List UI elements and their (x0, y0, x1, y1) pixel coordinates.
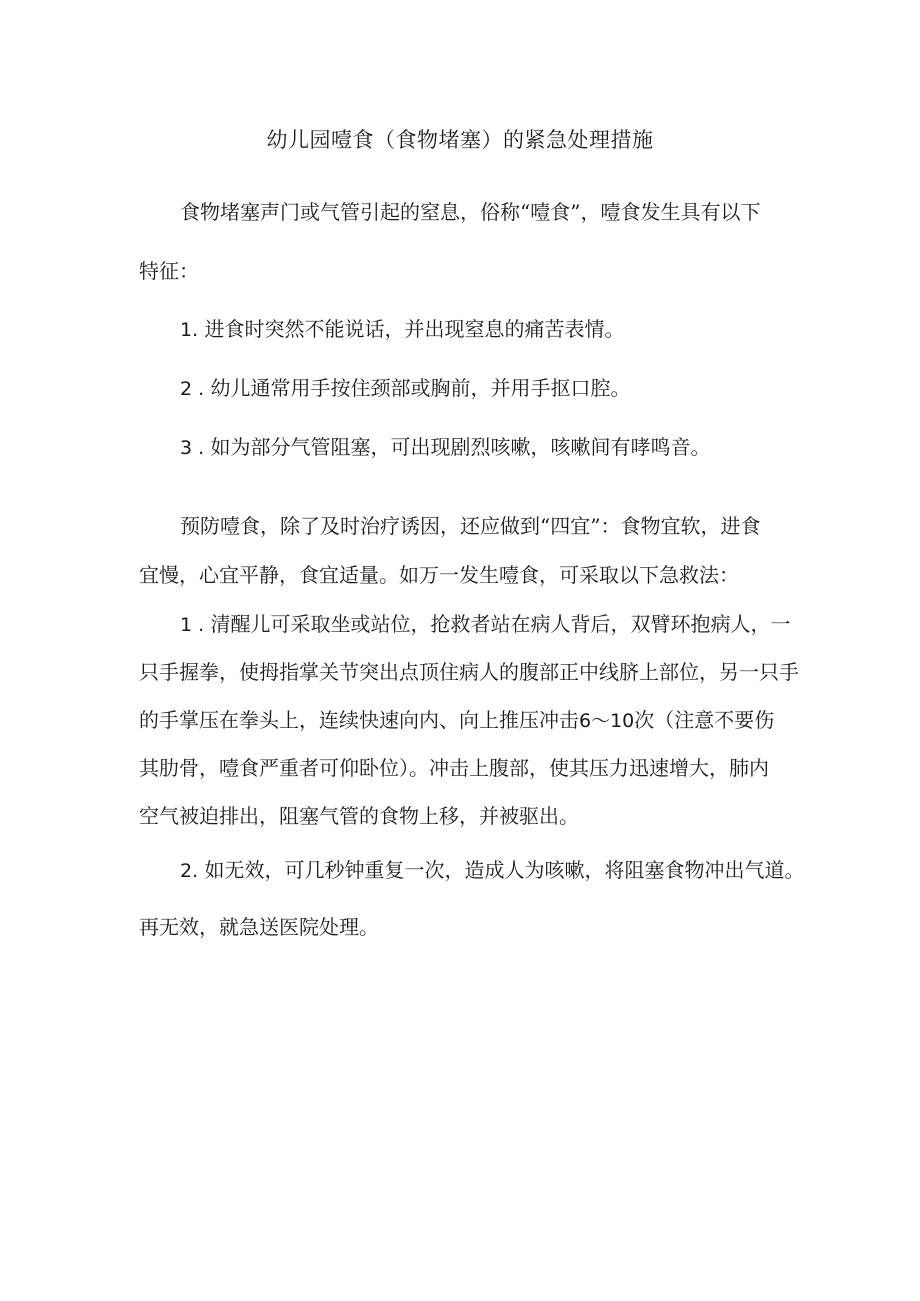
step-text: 的手掌压在拳头上，连续快速向内、向上推压冲击 (139, 708, 579, 732)
feature-text: 进食时突然不能说话，并出现窒息的痛苦表情。 (204, 317, 625, 341)
repeat-count: 6～10 (579, 710, 635, 732)
feature-item-1 (180, 314, 625, 345)
step-1-line-3 (139, 705, 774, 736)
feature-number: 1. (180, 319, 199, 341)
feature-number: 2 . (180, 378, 205, 400)
step-2-line-1 (180, 855, 805, 886)
feature-text: 幼儿通常用手按住颈部或胸前，并用手抠口腔。 (210, 376, 631, 400)
intro-line-2: 特征： (139, 259, 199, 283)
document-title: 幼儿园噎食（食物堵塞）的紧急处理措施 (266, 128, 654, 152)
step-1-line-4: 其肋骨，噎食严重者可仰卧位）。冲击上腹部，使其压力迅速增大，肺内 (139, 756, 769, 780)
step-2-line-2: 再无效，就急送医院处理。 (139, 915, 379, 939)
step-1-line-1 (180, 609, 791, 640)
step-text: 如无效，可几秒钟重复一次，造成人为咳嗽，将阻塞食物冲出气道。 (204, 858, 805, 882)
feature-number: 3 . (180, 437, 205, 459)
intro-line-1: 食物堵塞声门或气管引起的窒息，俗称“噎食”，噎食发生具有以下 (180, 200, 761, 224)
step-text: 次（注意不要伤 (634, 708, 775, 732)
prevention-line-2: 宜慢，心宜平静，食宜适量。如万一发生噎食，可采取以下急救法： (139, 563, 739, 587)
step-1-line-5: 空气被迫排出，阻塞气管的食物上移，并被驱出。 (139, 804, 579, 828)
step-text: 清醒儿可采取坐或站位，抢救者站在病人背后，双臂环抱病人，一 (210, 612, 791, 636)
prevention-line-1: 预防噎食，除了及时治疗诱因，还应做到“四宜”：食物宜软，进食 (180, 514, 761, 538)
feature-text: 如为部分气管阻塞，可出现剧烈咳嗽，咳嗽间有哮鸣音。 (210, 435, 711, 459)
feature-item-2 (180, 373, 631, 404)
step-number: 1 . (180, 614, 205, 636)
feature-item-3 (180, 432, 711, 463)
step-number: 2. (180, 860, 199, 882)
step-1-line-2: 只手握拳，使拇指掌关节突出点顶住病人的腹部正中线脐上部位，另一只手 (139, 660, 799, 684)
